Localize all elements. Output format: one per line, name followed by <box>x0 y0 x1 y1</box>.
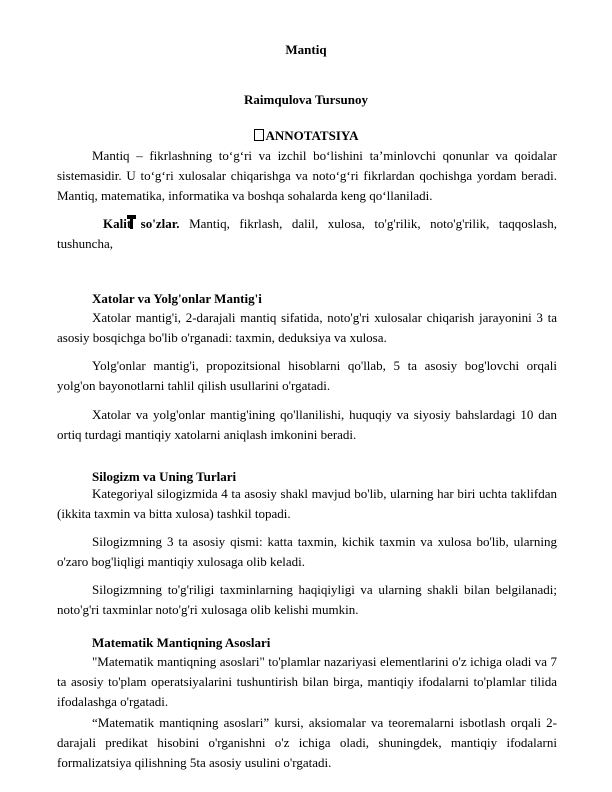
pin-icon <box>92 215 101 229</box>
box-icon <box>254 129 264 141</box>
keywords-paragraph <box>57 214 557 254</box>
document-author: Raimqulova Tursunoy <box>244 92 368 107</box>
section-heading: Silogizm va Uning Turlari <box>92 469 237 484</box>
keywords-label: Kalit so'zlar. <box>103 216 180 231</box>
annotation-heading: ANNOTATSIYA <box>265 128 359 143</box>
section-heading: Xatolar va Yolg'onlar Mantig'i <box>92 291 262 306</box>
section-paragraph: Kategoriyal silogizmida 4 ta asosiy shakl mavjud bo'lib, ularning har biri uchta taklifdan (ikkita taxmin va bitta xulosa) tashkil topadi. <box>57 486 557 521</box>
section-paragraph: Silogizmning 3 ta asosiy qismi: katta taxmin, kichik taxmin va xulosa bo'lib, ularning o'zaro bog'liqligi mantiqiy xulosaga olib keladi. <box>57 534 557 569</box>
keywords-text: Mantiq, fikrlash, dalil, xulosa, to'g'rilik, noto'g'rilik, taqqoslash, tushuncha, <box>57 216 557 251</box>
section-paragraph: "Matematik mantiqning asoslari" to'plamlar nazariyasi elementlarini o'z ichiga oladi va 7 ta asosiy to'plam operatsiyalarini tushuntirish bilan birga, mantiqiy ifodalarni to'plamlar tilida ifodalashga o'rgatadi. <box>57 654 557 709</box>
section-paragraph: Xatolar va yolg'onlar mantig'ining qo'llanilishi, huquqiy va siyosiy bahslardagi 10 dan ortiq turdagi mantiqiy xatolarni aniqlash imkonini beradi. <box>57 407 557 442</box>
section-paragraph: Silogizmning to'g'riligi taxminlarning haqiqiyligi va ularning shakli bilan belgilanadi; noto'g'ri taxminlar noto'g'ri xulosaga olib kelishi mumkin. <box>57 582 557 617</box>
annotation-heading-row <box>0 126 612 146</box>
section-heading: Matematik Mantiqning Asoslari <box>92 635 271 650</box>
annotation-text: Mantiq – fikrlashning to‘g‘ri va izchil bo‘lishini ta’minlovchi qonunlar va qoidalar sistemasidir. U to‘g‘ri xulosalar chiqarishga va noto‘g‘ri fikrlardan qochishga yordam beradi. Mantiq, matematika, informatika va boshqa sohalarda keng qo‘llaniladi. <box>57 148 557 203</box>
section-paragraph: Xatolar mantig'i, 2-darajali mantiq sifatida, noto'g'ri xulosalar chiqarish jarayonini 3 ta asosiy bosqichga bo'lib o'rganadi: taxmin, deduksiya va xulosa. <box>57 310 557 345</box>
section-paragraph: “Matematik mantiqning asoslari” kursi, aksiomalar va teoremalarni isbotlash orqali 2-darajali predikat hisobini o'rganishni o'z ichiga oladi, shuningdek, mantiqiy ifodalarni formalizatsiya qilishning 5ta asosiy usulini o'rgatadi. <box>57 715 557 770</box>
section-paragraph: Yolg'onlar mantig'i, propozitsional hisoblarni qo'llab, 5 ta asosiy bog'lovchi orqali yolg'on bayonotlarni tahlil qilish usullarini o'rgatadi. <box>57 358 557 393</box>
document-title: Mantiq <box>285 42 327 57</box>
